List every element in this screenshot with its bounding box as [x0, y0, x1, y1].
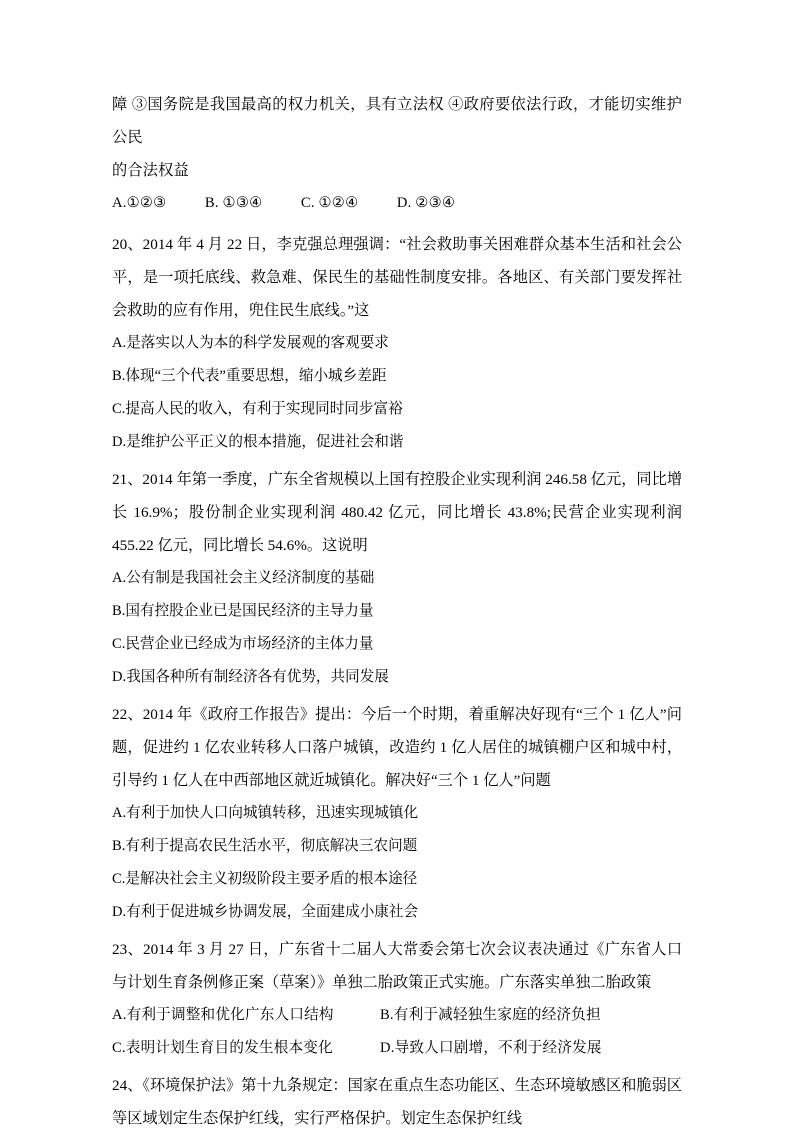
question-20-option-d: D.是维护公平正义的根本措施，促进社会和谐: [112, 434, 404, 450]
question-23: [112, 933, 682, 1065]
continued-line-2: 的合法权益: [112, 162, 189, 179]
question-21-option-d: D.我国各种所有制经济各有优势，共同发展: [112, 669, 389, 685]
question-22-stem: 22、2014 年《政府工作报告》提出：今后一个时期，着重解决好现有“三个 1 亿人”问题，促进约 1 亿农业转移人口落户城镇，改造约 1 亿人居住的城镇棚户区和城中村，引导约 1 亿人在中西部地区就近城镇化。解决好“三个 1 亿人”问题: [112, 706, 682, 789]
question-24: [112, 1069, 682, 1135]
question-20: [112, 228, 682, 459]
question-20-option-c: C.提高人民的收入，有利于实现同时同步富裕: [112, 401, 403, 417]
question-23-stem: 23、2014 年 3 月 27 日，广东省十二届人大常委会第七次会议表决通过《广东省人口与计划生育条例修正案（草案）》单独二胎政策正式实施。广东落实单独二胎政策: [112, 941, 682, 991]
question-23-options-row-1: [112, 999, 682, 1032]
question-23-option-b: B.有利于减轻独生家庭的经济负担: [380, 1007, 601, 1023]
question-23-option-c: C.表明计划生育目的发生根本变化: [112, 1040, 333, 1056]
question-21-option-c: C.民营企业已经成为市场经济的主体力量: [112, 636, 374, 652]
question-22-option-d: D.有利于促进城乡协调发展，全面建成小康社会: [112, 904, 419, 920]
question-22-option-a: A.有利于加快人口向城镇转移，迅速实现城镇化: [112, 805, 419, 821]
continued-options-row: A.①②③ B. ①③④ C. ①②④ D. ②③④: [112, 195, 456, 211]
question-22-option-b: B.有利于提高农民生活水平，彻底解决三农问题: [112, 838, 418, 854]
question-21-stem: 21、2014 年第一季度，广东全省规模以上国有控股企业实现利润 246.58 亿元，同比增长 16.9%；股份制企业实现利润 480.42 亿元，同比增长 43.8%;民营企业实现利润 455.22 亿元，同比增长 54.6%。这说明: [112, 471, 682, 554]
question-22-option-c: C.是解决社会主义初级阶段主要矛盾的根本途径: [112, 871, 418, 887]
question-20-option-b: B.体现“三个代表”重要思想，缩小城乡差距: [112, 368, 387, 384]
question-20-stem: 20、2014 年 4 月 22 日，李克强总理强调：“社会救助事关困难群众基本生活和社会公平，是一项托底线、救急难、保民生的基础性制度安排。各地区、有关部门要发挥社会救助的应有作用，兜住民生底线。”这: [112, 236, 682, 319]
question-23-option-a: A.有利于调整和优化广东人口结构: [112, 1007, 334, 1023]
question-23-option-d: D.导致人口剧增，不利于经济发展: [380, 1040, 602, 1056]
document-body: [112, 88, 682, 1135]
question-20-option-a: A.是落实以人为本的科学发展观的客观要求: [112, 335, 389, 351]
continued-question-block: [112, 88, 682, 220]
question-21-option-b: B.国有控股企业已是国民经济的主导力量: [112, 603, 374, 619]
question-23-options-row-2: [112, 1032, 682, 1065]
continued-line-1: 障 ③国务院是我国最高的权力机关，具有立法权 ④政府要依法行政，才能切实维护公民: [112, 96, 682, 146]
question-24-stem: 24、《环境保护法》第十九条规定：国家在重点生态功能区、生态环境敏感区和脆弱区等区域划定生态保护红线，实行严格保护。划定生态保护红线: [112, 1077, 682, 1127]
question-21: [112, 463, 682, 694]
spacer: [112, 220, 682, 228]
question-21-option-a: A.公有制是我国社会主义经济制度的基础: [112, 570, 375, 586]
question-22: [112, 698, 682, 929]
